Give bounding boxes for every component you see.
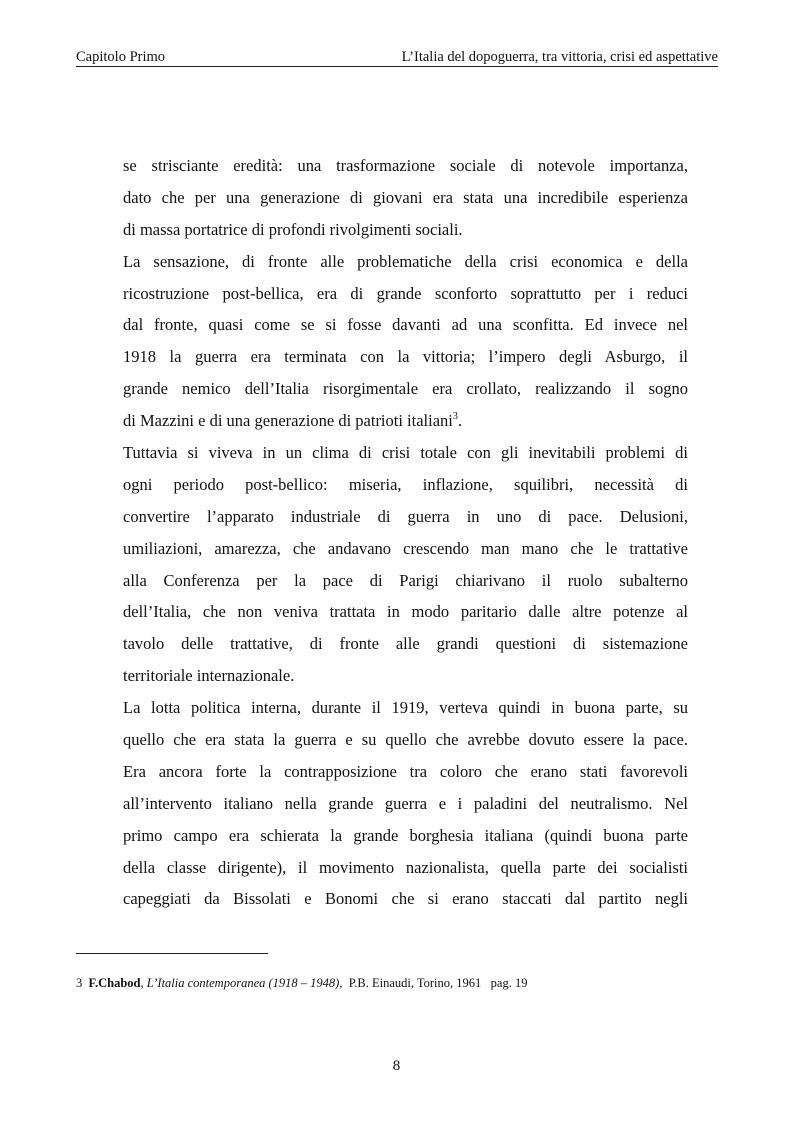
text-line: 1918 la guerra era terminata con la vittoria; l’impero degli Asburgo, il (123, 347, 688, 367)
text-line-with-footnote (123, 405, 688, 437)
text-line: dato che per una generazione di giovani era stata una incredibile esperienza (123, 187, 688, 207)
text-line: capeggiati da Bissolati e Bonomi che si erano staccati dal partito negli (123, 889, 688, 909)
running-header (76, 48, 718, 67)
text-line: La lotta politica interna, durante il 1919, verteva quindi in buona parte, su (123, 698, 688, 718)
text-line: dal fronte, quasi come se si fosse davanti ad una sconfitta. Ed invece nel (123, 315, 688, 335)
text-line: di Mazzini e di una generazione di patrioti italiani (123, 411, 453, 431)
footnote-author: F.Chabod (88, 976, 141, 990)
footnote-publisher: P.B. Einaudi, Torino, 1961 (348, 976, 482, 990)
body-text (123, 150, 688, 915)
text-line: di massa portatrice di profondi rivolgimenti sociali. (123, 219, 463, 239)
text-line: umiliazioni, amarezza, che andavano crescendo man mano che le trattative (123, 538, 688, 558)
text-line: quello che era stata la guerra e su quello che avrebbe dovuto essere la pace. (123, 730, 688, 750)
text-line: ricostruzione post-bellica, era di grande sconforto soprattutto per i reduci (123, 283, 688, 303)
footnote-title: L’Italia contemporanea (1918 – 1948), (146, 976, 343, 990)
text-line: La sensazione, di fronte alle problematiche della crisi economica e della (123, 251, 688, 271)
text-line: grande nemico dell’Italia risorgimentale era crollato, realizzando il sogno (123, 379, 688, 399)
text-line: territoriale internazionale. (123, 666, 295, 686)
text-line: Tuttavia si viveva in un clima di crisi totale con gli inevitabili problemi di (123, 443, 688, 463)
footnote: 3 F.Chabod, L’Italia contemporanea (1918 – 1948), P.B. Einaudi, Torino, 1961 pag. 19 (76, 976, 528, 990)
chapter-label: Capitolo Primo (76, 49, 166, 65)
text-line: ogni periodo post-bellico: miseria, inflazione, squilibri, necessità di (123, 474, 688, 494)
sentence-end: . (457, 411, 463, 431)
text-line: convertire l’apparato industriale di guerra in uno di pace. Delusioni, (123, 506, 688, 526)
page-number: 8 (392, 1058, 401, 1074)
text-line: alla Conferenza per la pace di Parigi chiarivano il ruolo subalterno (123, 570, 688, 590)
text-line: della classe dirigente), il movimento nazionalista, quella parte dei socialisti (123, 857, 688, 877)
text-line: primo campo era schierata la grande borghesia italiana (quindi buona parte (123, 825, 688, 845)
text-line: tavolo delle trattative, di fronte alle grandi questioni di sistemazione (123, 634, 688, 654)
text-line: all’intervento italiano nella grande guerra e i paladini del neutralismo. Nel (123, 793, 688, 813)
text-line: Era ancora forte la contrapposizione tra coloro che erano stati favorevoli (123, 761, 688, 781)
footnote-divider (76, 953, 268, 954)
footnote-reference[interactable]: 3 (452, 411, 458, 423)
text-line: dell’Italia, che non veniva trattata in modo paritario dalle altre potenze al (123, 602, 688, 622)
footnote-pages: pag. 19 (490, 976, 528, 990)
chapter-title: L’Italia del dopoguerra, tra vittoria, crisi ed aspettative (401, 49, 718, 65)
footnote-number: 3 (76, 976, 83, 990)
text-line: se strisciante eredità: una trasformazione sociale di notevole importanza, (123, 156, 688, 175)
